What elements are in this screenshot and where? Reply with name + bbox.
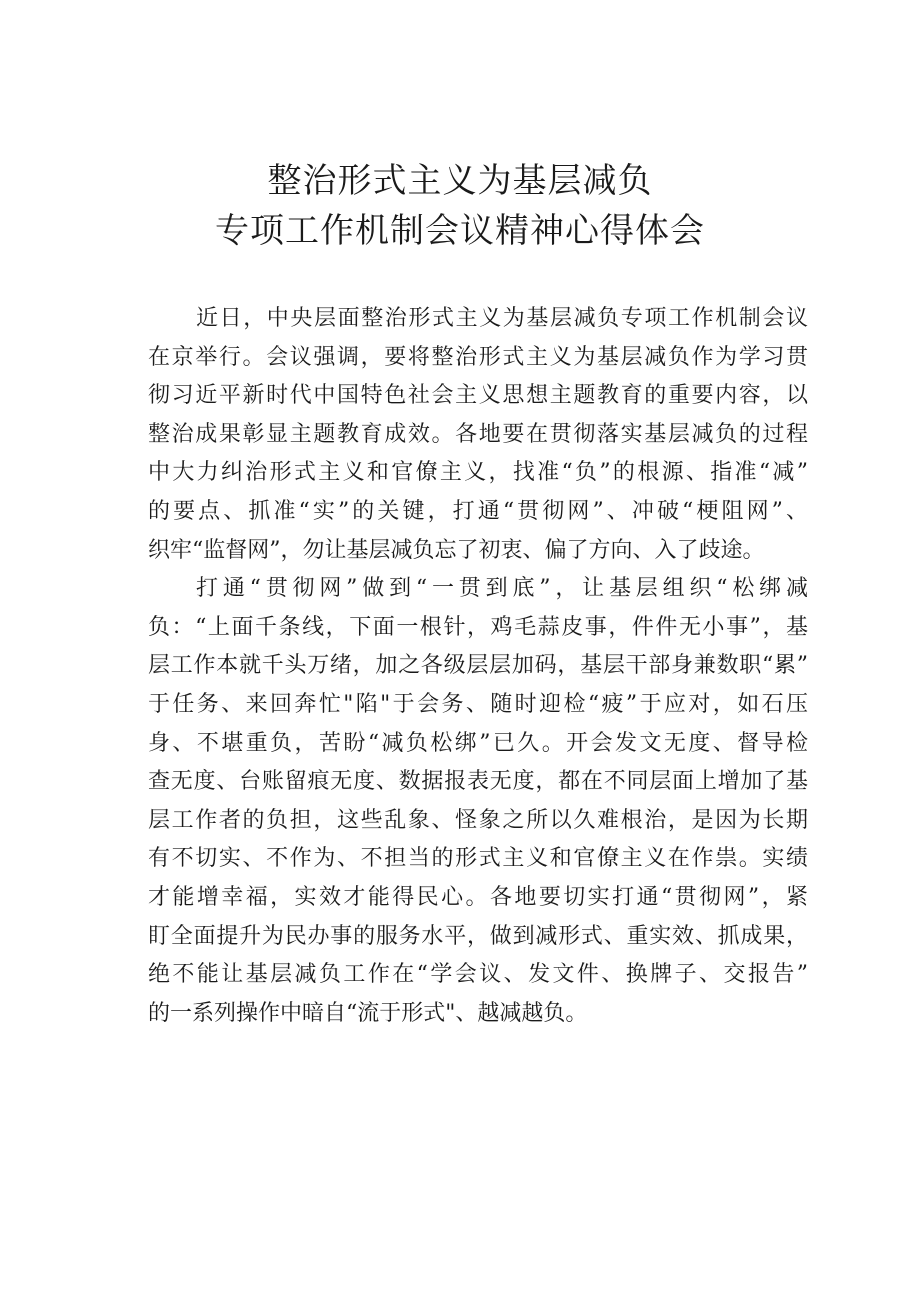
paragraph-line: 的一系列操作中暗自“流于形式"、越减越负。 [148,1000,588,1026]
paragraph-line: 近日，中央层面整治形式主义为基层减负专项工作机制会议 [196,306,808,331]
document-title [0,156,920,256]
paragraph-line: 在京举行。会议强调，要将整治形式主义为基层减负作为学习贯 [148,344,808,370]
paragraph-line: 才能增幸福，实效才能得民心。各地要切实打通“贯彻网”，紧 [148,884,808,910]
paragraph-line: 织牢“监督网”，勿让基层减负忘了初衷、偏了方向、入了歧途。 [148,537,765,563]
paragraph-line: 身、不堪重负，苦盼“减负松绑”已久。开会发文无度、督导检 [148,730,808,756]
title-line-1: 整治形式主义为基层减负 [267,161,653,201]
paragraph-line: 绝不能让基层减负工作在“学会议、发文件、换牌子、交报告” [148,962,808,988]
paragraph-line: 层工作本就千头万绪，加之各级层层加码，基层干部身兼数职“累” [148,653,808,679]
paragraph-2 [148,570,808,1033]
paragraph-1 [148,300,808,570]
paragraph-line: 层工作者的负担，这些乱象、怪象之所以久难根治，是因为长期 [148,807,808,833]
paragraph-line: 负：“上面千条线，下面一根针，鸡毛蒜皮事，件件无小事”，基 [148,614,808,640]
paragraph-line: 打通“贯彻网”做到“一贯到底”，让基层组织“松绑减 [196,576,808,602]
paragraph-line: 整治成果彰显主题教育成效。各地要在贯彻落实基层减负的过程 [148,421,808,447]
paragraph-line: 彻习近平新时代中国特色社会主义思想主题教育的重要内容，以 [148,383,808,409]
paragraph-line: 盯全面提升为民办事的服务水平，做到减形式、重实效、抓成果， [148,923,808,949]
paragraph-line: 的要点、抓准“实”的关键，打通“贯彻网”、冲破“梗阻网”、 [148,498,808,524]
title-line-2: 专项工作机制会议精神心得体会 [215,211,705,251]
document-body [148,300,808,1033]
paragraph-line: 于任务、来回奔忙"陷"于会务、随时迎检“疲”于应对，如石压 [148,691,808,717]
paragraph-line: 中大力纠治形式主义和官僚主义，找准“负”的根源、指准“减” [148,460,808,486]
paragraph-line: 查无度、台账留痕无度、数据报表无度，都在不同层面上增加了基 [148,769,808,795]
paragraph-line: 有不切实、不作为、不担当的形式主义和官僚主义在作祟。实绩 [148,846,808,872]
